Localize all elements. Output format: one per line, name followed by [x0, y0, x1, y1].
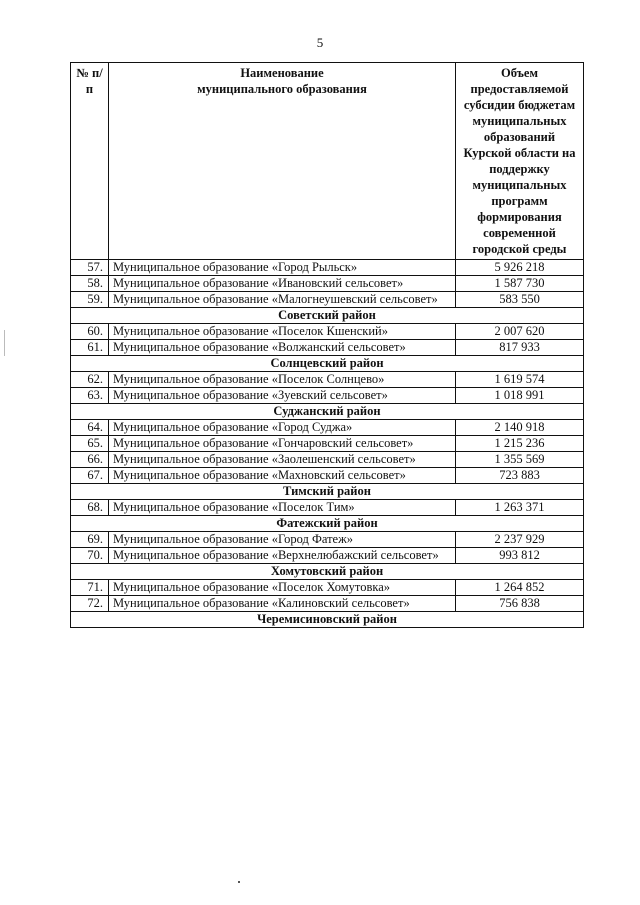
- table-row: [71, 500, 584, 516]
- subsidy-amount: 2 237 929: [456, 532, 584, 548]
- district-name: Фатежский район: [71, 516, 584, 532]
- table-row: [71, 452, 584, 468]
- table-row: [71, 596, 584, 612]
- subsidy-table: [70, 62, 584, 628]
- municipality-name: Муниципальное образование «Верхнелюбажский сельсовет»: [109, 548, 456, 564]
- municipality-name: Муниципальное образование «Зуевский сельсовет»: [109, 388, 456, 404]
- scan-margin-mark: [4, 330, 5, 356]
- row-number: 63.: [71, 388, 109, 404]
- district-name: Тимский район: [71, 484, 584, 500]
- municipality-name: Муниципальное образование «Волжанский сельсовет»: [109, 340, 456, 356]
- table-header-row: [71, 63, 584, 260]
- row-number: 68.: [71, 500, 109, 516]
- district-name: Советский район: [71, 308, 584, 324]
- table-row: [71, 324, 584, 340]
- table-row: [71, 548, 584, 564]
- municipality-name: Муниципальное образование «Поселок Тим»: [109, 500, 456, 516]
- table-row: [71, 340, 584, 356]
- subsidy-amount: 1 619 574: [456, 372, 584, 388]
- district-row: [71, 564, 584, 580]
- subsidy-amount: 583 550: [456, 292, 584, 308]
- row-number: 60.: [71, 324, 109, 340]
- row-number: 70.: [71, 548, 109, 564]
- row-number: 72.: [71, 596, 109, 612]
- header-num: № п/п: [71, 63, 109, 260]
- municipality-name: Муниципальное образование «Заолешенский сельсовет»: [109, 452, 456, 468]
- municipality-name: Муниципальное образование «Поселок Кшенский»: [109, 324, 456, 340]
- subsidy-amount: 1 587 730: [456, 276, 584, 292]
- subsidy-amount: 1 264 852: [456, 580, 584, 596]
- row-number: 57.: [71, 260, 109, 276]
- row-number: 58.: [71, 276, 109, 292]
- row-number: 61.: [71, 340, 109, 356]
- subsidy-amount: 2 140 918: [456, 420, 584, 436]
- subsidy-amount: 5 926 218: [456, 260, 584, 276]
- municipality-name: Муниципальное образование «Город Суджа»: [109, 420, 456, 436]
- row-number: 62.: [71, 372, 109, 388]
- municipality-name: Муниципальное образование «Поселок Солнцево»: [109, 372, 456, 388]
- table-row: [71, 388, 584, 404]
- district-row: [71, 612, 584, 628]
- page-number: 5: [316, 35, 324, 50]
- district-row: [71, 484, 584, 500]
- municipality-name: Муниципальное образование «Малогнеушевский сельсовет»: [109, 292, 456, 308]
- district-name: Черемисиновский район: [71, 612, 584, 628]
- municipality-name: Муниципальное образование «Поселок Хомутовка»: [109, 580, 456, 596]
- table-row: [71, 276, 584, 292]
- row-number: 67.: [71, 468, 109, 484]
- table-row: [71, 532, 584, 548]
- table-row: [71, 580, 584, 596]
- row-number: 66.: [71, 452, 109, 468]
- subsidy-amount: 756 838: [456, 596, 584, 612]
- subsidy-amount: 817 933: [456, 340, 584, 356]
- district-row: [71, 356, 584, 372]
- subsidy-amount: 723 883: [456, 468, 584, 484]
- municipality-name: Муниципальное образование «Город Рыльск»: [109, 260, 456, 276]
- table-body: [71, 260, 584, 628]
- district-name: Солнцевский район: [71, 356, 584, 372]
- district-row: [71, 404, 584, 420]
- district-name: Суджанский район: [71, 404, 584, 420]
- district-name: Хомутовский район: [71, 564, 584, 580]
- header-name-line1: Наименование: [240, 66, 324, 80]
- table-row: [71, 260, 584, 276]
- subsidy-amount: 2 007 620: [456, 324, 584, 340]
- municipality-name: Муниципальное образование «Ивановский сельсовет»: [109, 276, 456, 292]
- municipality-name: Муниципальное образование «Город Фатеж»: [109, 532, 456, 548]
- header-amount: Объем предоставляемой субсидии бюджетам муниципальных образований Курской области на поддержку муниципальных программ формирования современной городской среды: [456, 63, 584, 260]
- table-row: [71, 468, 584, 484]
- municipality-name: Муниципальное образование «Калиновский сельсовет»: [109, 596, 456, 612]
- row-number: 65.: [71, 436, 109, 452]
- table-row: [71, 292, 584, 308]
- table-row: [71, 436, 584, 452]
- district-row: [71, 308, 584, 324]
- header-name: [109, 63, 456, 260]
- table-row: [71, 372, 584, 388]
- table-row: [71, 420, 584, 436]
- scan-dot: [238, 881, 240, 883]
- subsidy-amount: 1 018 991: [456, 388, 584, 404]
- district-row: [71, 516, 584, 532]
- row-number: 71.: [71, 580, 109, 596]
- row-number: 64.: [71, 420, 109, 436]
- subsidy-amount: 993 812: [456, 548, 584, 564]
- row-number: 59.: [71, 292, 109, 308]
- municipality-name: Муниципальное образование «Махновский сельсовет»: [109, 468, 456, 484]
- subsidy-amount: 1 263 371: [456, 500, 584, 516]
- municipality-name: Муниципальное образование «Гончаровский сельсовет»: [109, 436, 456, 452]
- subsidy-amount: 1 355 569: [456, 452, 584, 468]
- row-number: 69.: [71, 532, 109, 548]
- subsidy-amount: 1 215 236: [456, 436, 584, 452]
- header-name-line2: муниципального образования: [197, 82, 367, 96]
